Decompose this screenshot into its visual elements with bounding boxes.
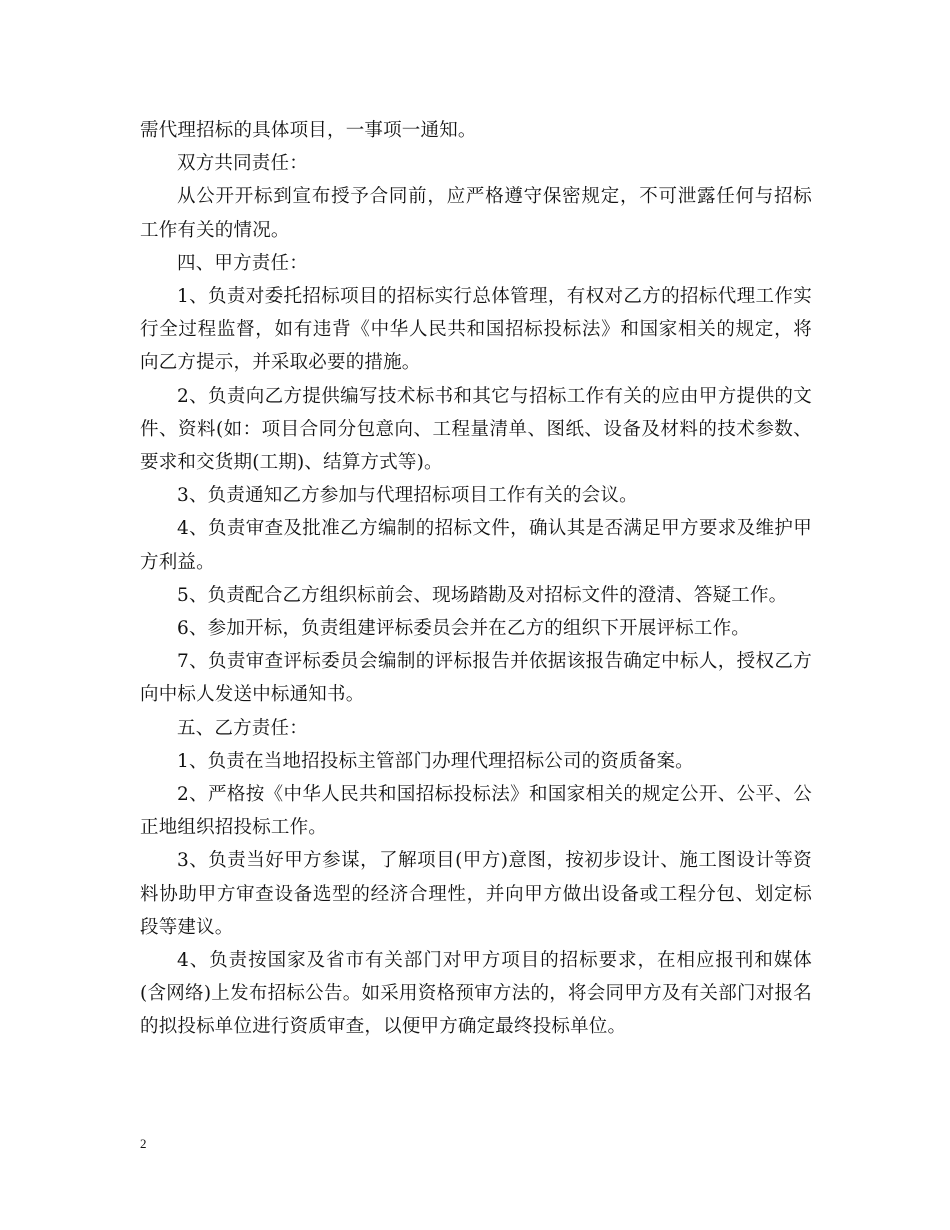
document-body: [140, 114, 812, 1044]
heading-joint-responsibilities: 双方共同责任：: [177, 153, 308, 175]
heading-party-b-responsibilities: 五、乙方责任：: [177, 717, 308, 739]
page-number: 2: [140, 1136, 147, 1151]
party-a-item-4: 4、负责审查及批准乙方编制的招标文件，确认其是否满足甲方要求及维护甲方利益。: [140, 518, 812, 573]
party-b-item-2: 2、严格按《中华人民共和国招标投标法》和国家相关的规定公开、公平、公正地组织招投标工作。: [140, 784, 812, 839]
party-b-item-4: 4、负责按国家及省市有关部门对甲方项目的招标要求，在相应报刊和媒体(含网络)上发布招标公告。如采用资格预审方法的，将会同甲方及有关部门对报名的拟投标单位进行资质审查，以便甲方确定最终投标单位。: [140, 950, 812, 1038]
party-a-item-1: 1、负责对委托招标项目的招标实行总体管理，有权对乙方的招标代理工作实行全过程监督，如有违背《中华人民共和国招标投标法》和国家相关的规定，将向乙方提示，并采取必要的措施。: [140, 286, 812, 374]
heading-party-a-responsibilities: 四、甲方责任：: [177, 252, 308, 274]
party-a-item-5: 5、负责配合乙方组织标前会、现场踏勘及对招标文件的澄清、答疑工作。: [177, 584, 788, 606]
party-b-item-3: 3、负责当好甲方参谋，了解项目(甲方)意图，按初步设计、施工图设计等资料协助甲方审查设备选型的经济合理性，并向甲方做出设备或工程分包、划定标段等建议。: [140, 850, 812, 938]
party-a-item-7: 7、负责审查评标委员会编制的评标报告并依据该报告确定中标人，授权乙方向中标人发送中标通知书。: [140, 651, 812, 706]
party-b-item-1: 1、负责在当地招投标主管部门办理代理招标公司的资质备案。: [177, 750, 694, 772]
paragraph-continuation: 需代理招标的具体项目，一事项一通知。: [140, 120, 477, 141]
paragraph-confidentiality: 从公开开标到宣布授予合同前，应严格遵守保密规定，不可泄露任何与招标工作有关的情况。: [140, 186, 812, 241]
party-a-item-2: 2、负责向乙方提供编写技术标书和其它与招标工作有关的应由甲方提供的文件、资料(如：项目合同分包意向、工程量清单、图纸、设备及材料的技术参数、要求和交货期(工期)、结算方式等)。: [140, 385, 812, 474]
party-a-item-6: 6、参加开标，负责组建评标委员会并在乙方的组织下开展评标工作。: [177, 618, 750, 640]
party-a-item-3: 3、负责通知乙方参加与代理招标项目工作有关的会议。: [177, 485, 638, 507]
